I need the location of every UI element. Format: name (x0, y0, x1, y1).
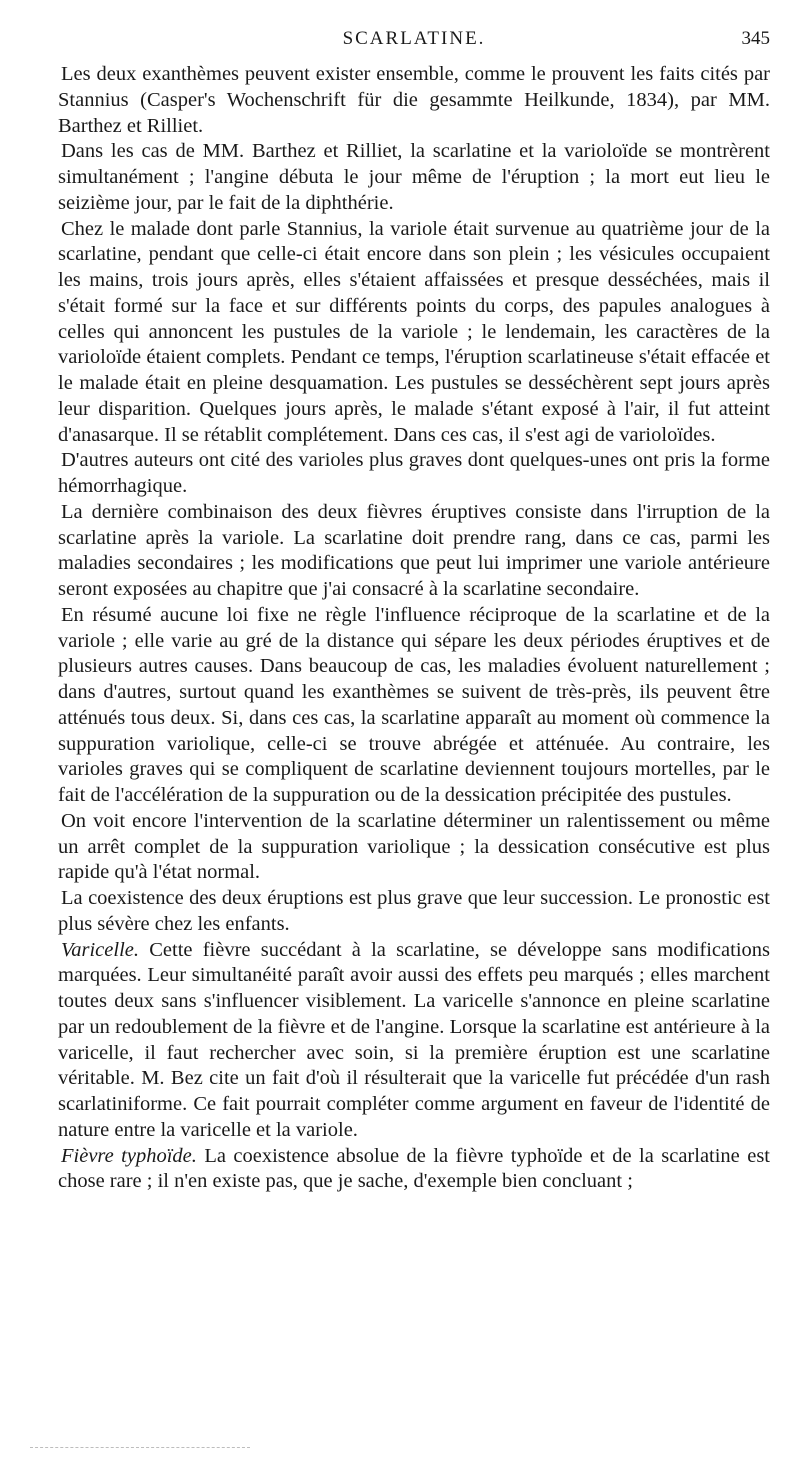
running-title: SCARLATINE. (342, 28, 486, 49)
paragraph-text: La dernière combinaison des deux fièvres éruptives consiste dans l'irruption de la scarlatine après la variole. La scarlatine doit prendre rang, dans ce cas, parmi les maladies secondaires ; les modifications que peut lui imprimer une variole antérieure seront exposées au chapitre que j'ai consacré à la scarlatine secondaire. (58, 500, 770, 600)
paragraph-text: Les deux exanthèmes peuvent exister ensemble, comme le prouvent les faits cités par Stannius (Casper's Wochenschrift für die gesammte Heilkunde, 1834), par MM. Barthez et Rilliet. (58, 63, 770, 137)
paragraph-lead: Varicelle. (61, 938, 139, 961)
paragraph-text: La coexistence absolue de la fièvre typhoïde et de la scarlatine est chose rare ; il n'en existe pas, que je sache, d'exemple bien concluant ; (58, 1144, 770, 1193)
paragraph-lead: Fièvre typhoïde. (61, 1144, 197, 1167)
paragraph-barthez-rilliet-citation (58, 62, 770, 139)
page-number: 345 (741, 28, 770, 49)
paragraph-varicelle (58, 938, 770, 1144)
footer-rule (30, 1447, 250, 1448)
paragraph-prognosis (58, 886, 770, 938)
paragraph-diphtheria-case (58, 139, 770, 216)
book-page (58, 0, 770, 1195)
paragraph-text: Dans les cas de MM. Barthez et Rilliet, la scarlatine et la varioloïde se montrèrent simultanément ; l'angine débuta le jour même de l'éruption ; la mort eut lieu le seizième jour, par le fait de la diphthérie. (58, 140, 770, 214)
paragraph-text: Chez le malade dont parle Stannius, la variole était survenue au quatrième jour de la scarlatine, pendant que celle-ci était encore dans son plein ; les vésicules occupaient les mains, trois jours après, elles s'étaient affaissées et presque desséchées, mais il s'était formé sur la face et sur différents points du corps, des papules analogues à celles qui annoncent les pustules de la variole ; le lendemain, les caractères de la varioloïde étaient complets. Pendant ce temps, l'éruption scarlatineuse s'était effacée et le malade était en pleine desquamation. Les pustules se desséchèrent sept jours après leur disparition. Quelques jours après, le malade s'étant exposé à l'air, il fut atteint d'anasarque. Il se rétablit complétement. Dans ces cas, il s'est agi de varioloïdes. (58, 217, 770, 446)
paragraph-stannius-case (58, 217, 770, 449)
paragraph-summary (58, 603, 770, 809)
paragraph-text: On voit encore l'intervention de la scarlatine déterminer un ralentissement ou même un arrêt complet de la suppuration variolique ; la dessication consécutive est plus rapide qu'à l'état normal. (58, 809, 770, 884)
paragraph-fievre-typhoide (58, 1144, 770, 1196)
paragraph-last-combination (58, 500, 770, 603)
paragraph-hemorrhagic-forms (58, 448, 770, 500)
paragraph-text: En résumé aucune loi fixe ne règle l'influence réciproque de la scarlatine et de la variole ; elle varie au gré de la distance qui sépare les deux périodes éruptives et de plusieurs autres causes. Dans beaucoup de cas, les maladies évoluent naturellement ; dans d'autres, surtout quand les exanthèmes se suivent de très-près, ils peuvent être atténués tous deux. Si, dans ces cas, la scarlatine apparaît au moment où commence la suppuration variolique, celle-ci se trouve abrégée et atténuée. Au contraire, les varioles graves qui se compliquent de scarlatine deviennent toujours mortelles, par le fait de l'accélération de la suppuration ou de la dessication précipitée des pustules. (58, 603, 770, 806)
body-text (58, 62, 770, 1195)
paragraph-text: D'autres auteurs ont cité des varioles plus graves dont quelques-unes ont pris la forme hémorrhagique. (58, 449, 770, 497)
paragraph-suppuration-slowdown (58, 809, 770, 886)
paragraph-text: La coexistence des deux éruptions est plus grave que leur succession. Le pronostic est plus sévère chez les enfants. (58, 887, 770, 935)
paragraph-text: Cette fièvre succédant à la scarlatine, se développe sans modifications marquées. Leur simultanéité paraît avoir aussi des effets peu marqués ; elles marchent toutes deux sans s'influencer visiblement. La varicelle s'annonce en pleine scarlatine par un redoublement de la fièvre et de l'angine. Lorsque la scarlatine est antérieure à la varicelle, il faut rechercher avec soin, si la première éruption est une scarlatine véritable. M. Bez cite un fait d'où il résulterait que la varicelle fut précédée d'un rash scarlatiniforme. Ce fait pourrait compléter comme argument en faveur de l'identité de nature entre la varicelle et la variole. (58, 938, 771, 1141)
page-header (58, 0, 770, 52)
